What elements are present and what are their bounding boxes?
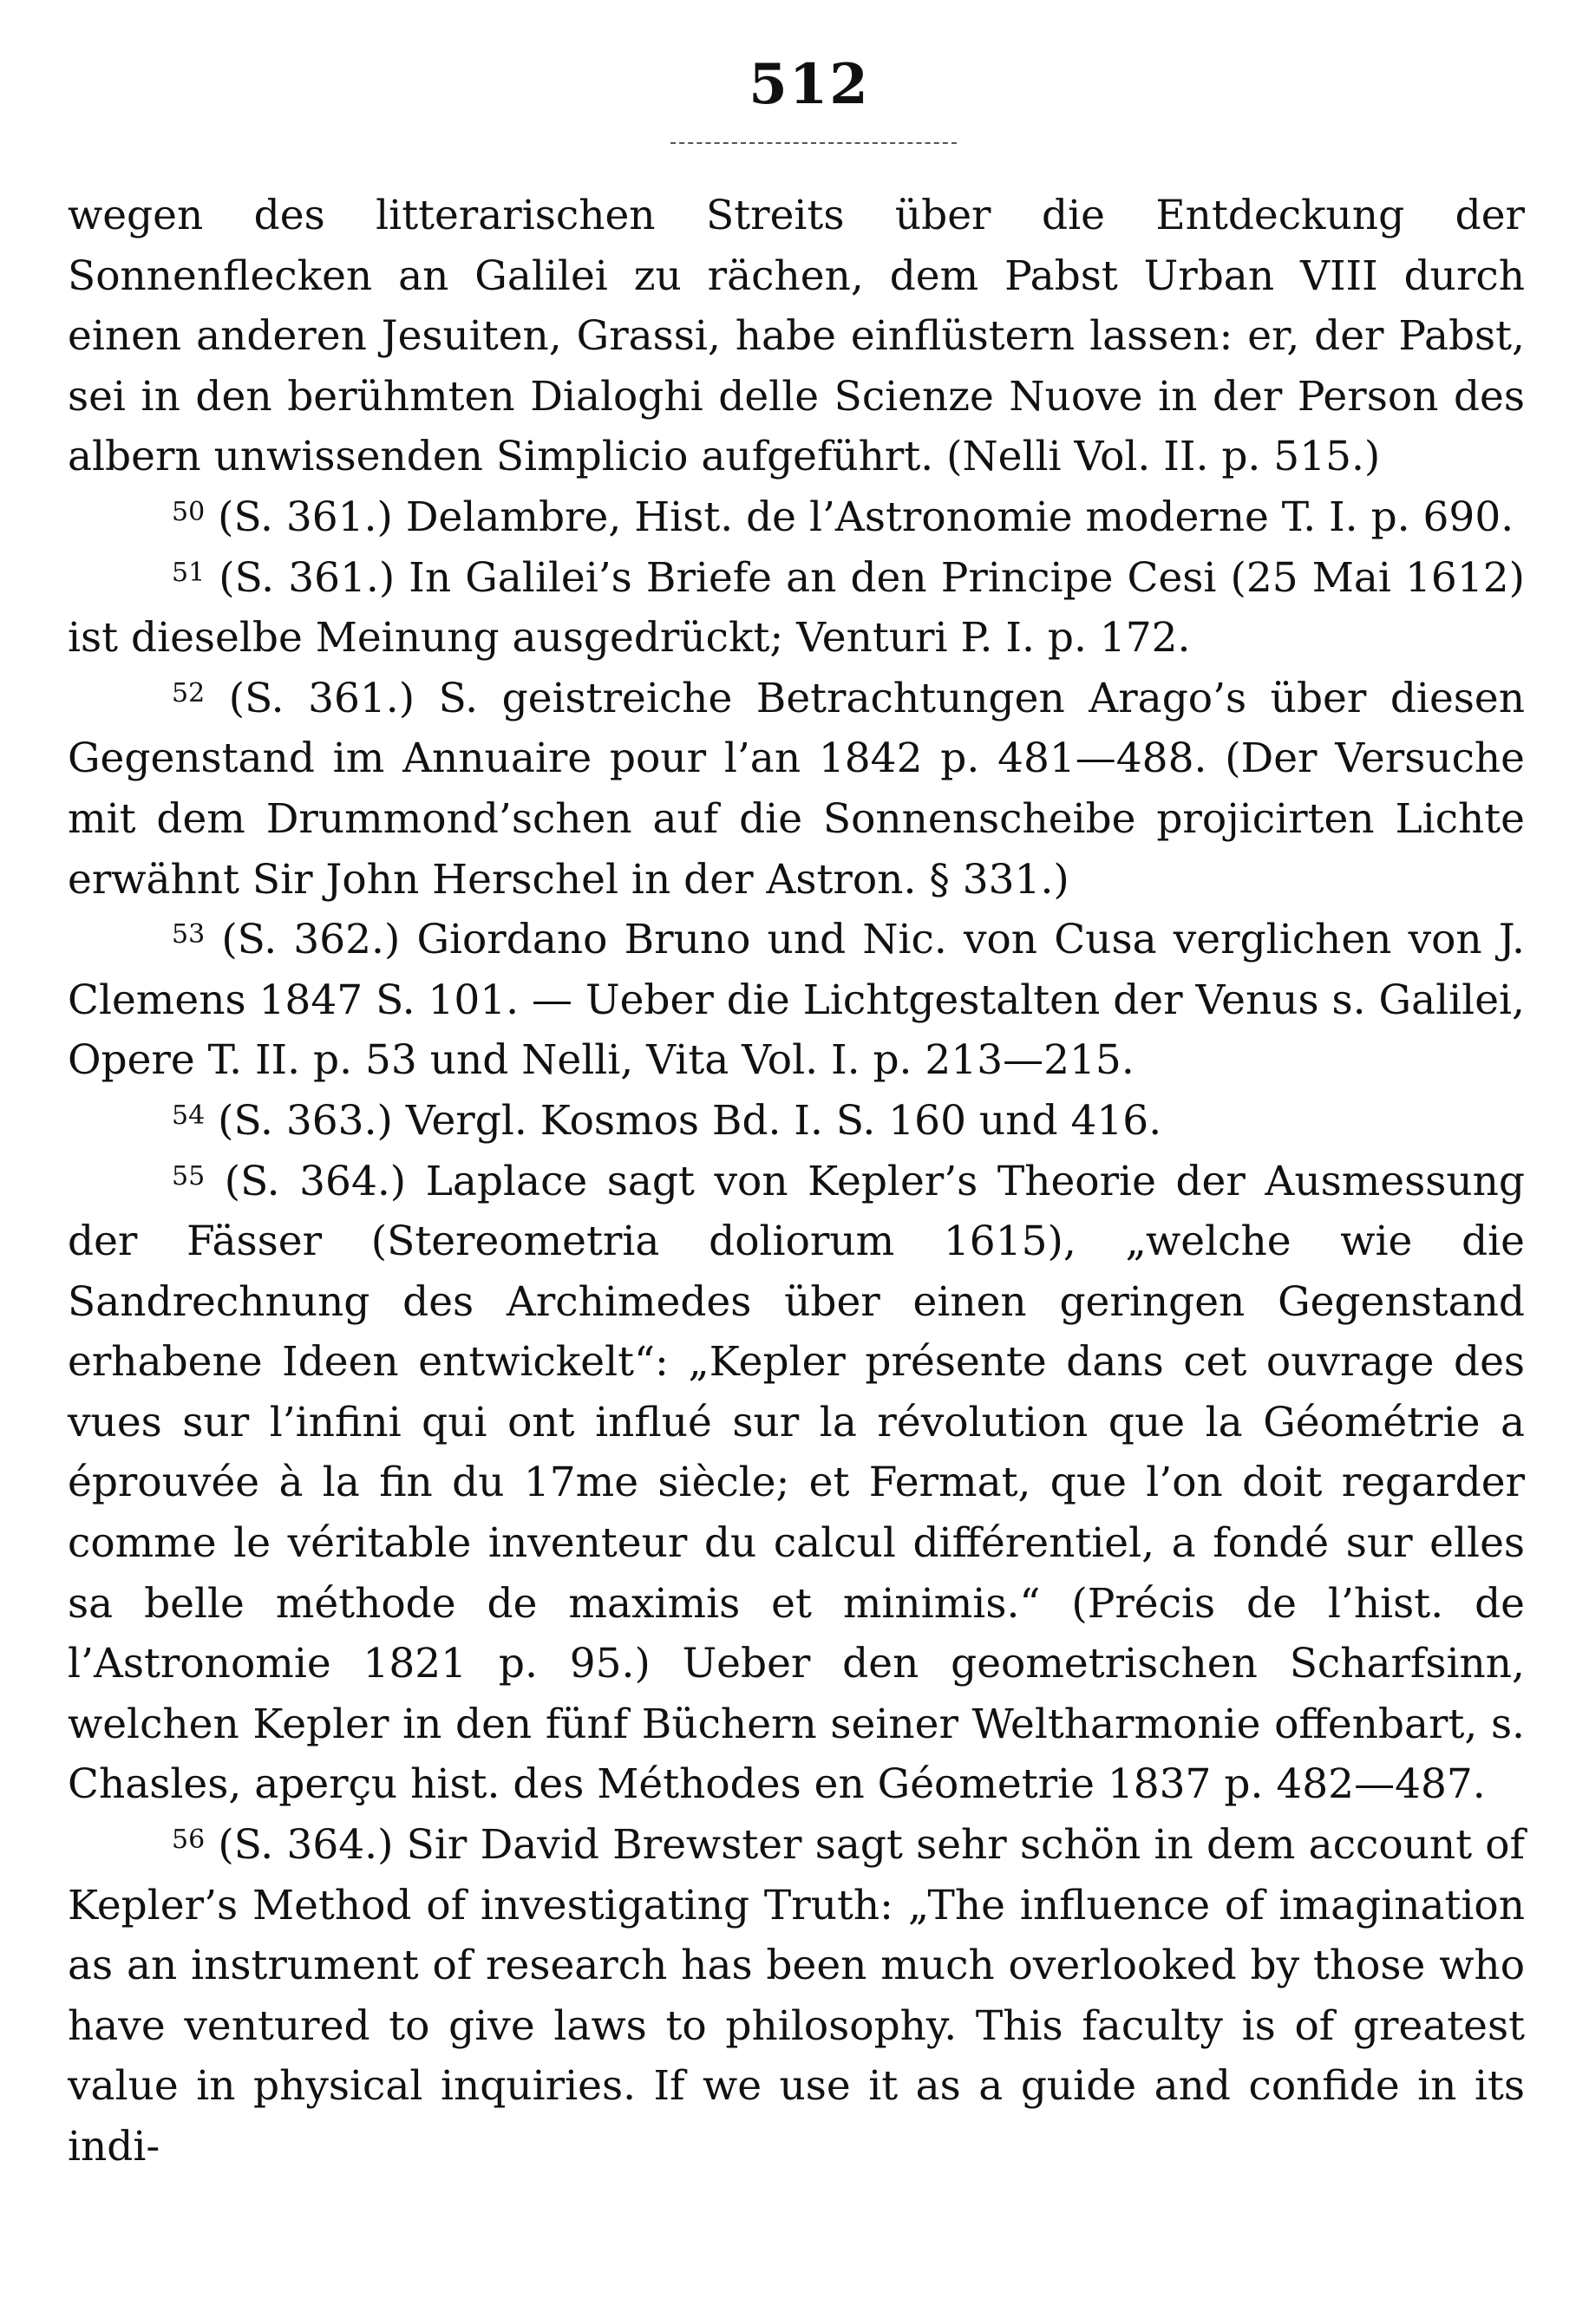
- footnote-citation: (S. 361.): [219, 553, 396, 602]
- footnote-55: [68, 1152, 1525, 1816]
- footnote-number: 55: [172, 1160, 206, 1191]
- paragraph-text: wegen des litterarischen Streits über die Entdeckung der Sonnenflecken an Galilei zu rächen, dem Pabst Urban VIII durch einen anderen Jesuiten, Grassi, habe einflüstern lassen: er, der Pabst, sei in den berühmten Dialoghi delle Scienze Nuove in der Person des albern unwissenden Simplicio aufgeführt. (Nelli Vol. II. p. 515.): [68, 192, 1525, 481]
- page-body: [68, 186, 1525, 2177]
- footnote-56: [68, 1815, 1525, 2177]
- footnote-number: 54: [172, 1100, 206, 1131]
- footnote-citation: (S. 363.): [218, 1096, 393, 1145]
- footnote-text: Vergl. Kosmos Bd. I. S. 160 und 416.: [405, 1096, 1162, 1145]
- footnote-number: 53: [172, 919, 206, 950]
- footnote-50: [68, 487, 1525, 548]
- footnote-text: Laplace sagt von Kepler’s Theorie der Ausmessung der Fässer (Stereometria doliorum 1615), „welche wie die Sandrechnung des Archimedes über einen geringen Gegenstand erhabene Ideen entwickelt“: „Kepler présente dans cet ouvrage des vues sur l’infini qui ont influé sur la révolution que la Géométrie a éprouvée à la fin du 17me siècle; et Fermat, que l’on doit regarder comme le véritable inventeur du calcul différentiel, a fondé sur elles sa belle méthode de maximis et minimis.“ (Précis de l’hist. de l’Astronomie 1821 p. 95.) Ueber den geometrischen Scharfsinn, welchen Kepler in den fünf Büchern seiner Weltharmonie offenbart, s. Chasles, aperçu hist. des Méthodes en Géometrie 1837 p. 482—487.: [68, 1157, 1525, 1809]
- footnote-citation: (S. 362.): [221, 916, 401, 964]
- footnote-number: 51: [172, 557, 206, 588]
- footnote-52: [68, 669, 1525, 910]
- footnote-text: Sir David Brewster sagt sehr schön in dem account of Kepler’s Method of investigating Truth: „The influence of imagination as an instrument of research has been much overlooked by those who have ventured to give laws to philosophy. This faculty is of greatest value in physical inquiries. If we use it as a guide and confide in its indi-: [68, 1821, 1525, 2171]
- footnote-text: Delambre, Hist. de l’Astronomie moderne T. I. p. 690.: [405, 493, 1514, 541]
- footnote-citation: (S. 364.): [218, 1821, 394, 1870]
- header-rule: [670, 142, 957, 144]
- footnote-citation: (S. 361.): [228, 674, 415, 722]
- footnote-text: Giordano Bruno und Nic. von Cusa verglichen von J. Clemens 1847 S. 101. — Ueber die Lichtgestalten der Venus s. Galilei, Opere T. II. p. 53 und Nelli, Vita Vol. I. p. 213—215.: [68, 916, 1525, 1085]
- footnote-citation: (S. 364.): [224, 1157, 407, 1205]
- footnote-54: [68, 1091, 1525, 1152]
- footnote-number: 50: [172, 496, 206, 527]
- footnote-number: 56: [172, 1825, 206, 1856]
- footnote-citation: (S. 361.): [218, 493, 393, 541]
- footnote-number: 52: [172, 677, 206, 708]
- footnote-text: S. geistreiche Betrachtungen Arago’s über diesen Gegenstand im Annuaire pour l’an 1842 p. 481—488. (Der Versuche mit dem Drummond’schen auf die Sonnenscheibe projicirten Lichte erwähnt Sir John Herschel in der Astron. § 331.): [68, 674, 1525, 904]
- footnote-text: In Galilei’s Briefe an den Principe Cesi (25 Mai 1612) ist dieselbe Meinung ausgedrückt; Venturi P. I. p. 172.: [68, 553, 1525, 663]
- footnote-51: [68, 548, 1525, 669]
- footnote-53: [68, 910, 1525, 1091]
- page-number: 512: [749, 52, 870, 117]
- paragraph-continuation: [68, 186, 1525, 487]
